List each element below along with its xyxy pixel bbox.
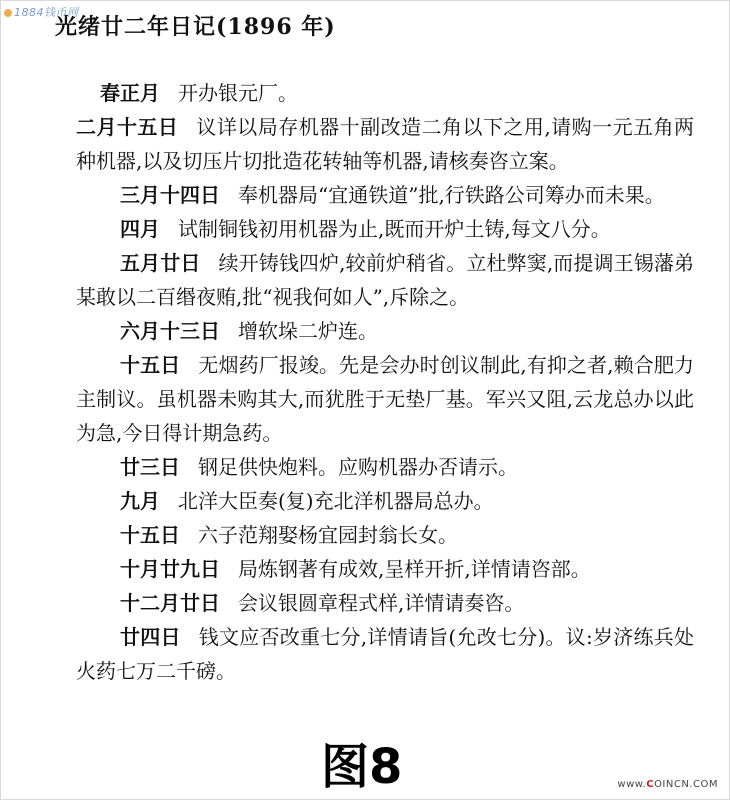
- diary-entry: [76, 314, 694, 348]
- diary-entry: [76, 246, 694, 314]
- diary-entry: [76, 552, 694, 586]
- watermark-suffix: OINCN.COM: [654, 779, 718, 790]
- diary-entry: [76, 450, 694, 484]
- site-watermark-bottom: [617, 779, 718, 790]
- entry-date: 六月十三日: [120, 319, 220, 343]
- entry-date: 九月: [120, 489, 160, 513]
- entry-text: 开办银元厂。: [178, 81, 298, 105]
- coin-logo-icon: [4, 9, 12, 17]
- entry-date: 廿三日: [120, 455, 180, 479]
- watermark-prefix: www.: [617, 779, 647, 790]
- entry-date: 十五日: [120, 353, 181, 377]
- entry-text: 钱文应否改重七分,详情请旨(允改七分)。议:岁济练兵处火药七万二千磅。: [76, 625, 695, 683]
- diary-entry: [76, 212, 694, 246]
- entry-date: 三月十四日: [120, 183, 220, 207]
- entry-date: 廿四日: [120, 625, 181, 649]
- entry-date: 十五日: [120, 523, 180, 547]
- entry-text: 会议银圆章程式样,详情请奏咨。: [238, 591, 525, 615]
- entry-text: 钢足供快炮料。应购机器办否请示。: [198, 455, 518, 479]
- diary-entries: [76, 76, 694, 688]
- entry-text: 六子范翔娶杨宜园封翁长女。: [198, 523, 458, 547]
- entry-text: 试制铜钱初用机器为止,既而开炉土铸,每文八分。: [178, 217, 611, 241]
- entry-text: 局炼钢著有成效,呈样开折,详情请咨部。: [238, 557, 591, 581]
- diary-entry: [76, 348, 694, 450]
- entry-date: 十二月廿日: [120, 591, 220, 615]
- entry-date: 二月十五日: [76, 115, 179, 139]
- entry-text: 无烟药厂报竣。先是会办时创议制此,有抑之者,赖合肥力主制议。虽机器未购其大,而犹胜于无垫厂基。军兴又阻,云龙总办以此为急,今日得计期急药。: [76, 353, 695, 445]
- entry-text: 增软垛二炉连。: [238, 319, 378, 343]
- diary-entry: [76, 620, 694, 688]
- diary-entry: [76, 178, 694, 212]
- diary-entry: [76, 484, 694, 518]
- entry-text: 续开铸钱四炉,较前炉稍省。立杜弊窦,而提调王锡藩弟某敢以二百缗夜贿,批“视我何如人”,斥除之。: [76, 251, 694, 309]
- entry-text: 议详以局存机器十副改造二角以下之用,请购一元五角两种机器,以及切压片切批造花转轴等机器,请核奏咨立案。: [76, 115, 695, 173]
- entry-date: 十月廿九日: [120, 557, 220, 581]
- watermark-text: 1884钱币网: [14, 6, 79, 19]
- entry-text: 奉机器局“宜通铁道”批,行铁路公司筹办而未果。: [238, 183, 665, 207]
- entry-date: 四月: [120, 217, 160, 241]
- entry-date: 五月廿日: [120, 251, 201, 275]
- diary-entry: [76, 110, 694, 178]
- page-title: 光绪廿二年日记(1896 年): [55, 14, 336, 40]
- watermark-brand: C: [646, 779, 655, 790]
- diary-entry: [76, 586, 694, 620]
- figure-label: 图8: [321, 739, 403, 795]
- diary-entry: [76, 518, 694, 552]
- entry-text: 北洋大臣奏(复)充北洋机器局总办。: [178, 489, 494, 513]
- entry-date: 春正月: [100, 81, 160, 105]
- diary-entry: [76, 76, 694, 110]
